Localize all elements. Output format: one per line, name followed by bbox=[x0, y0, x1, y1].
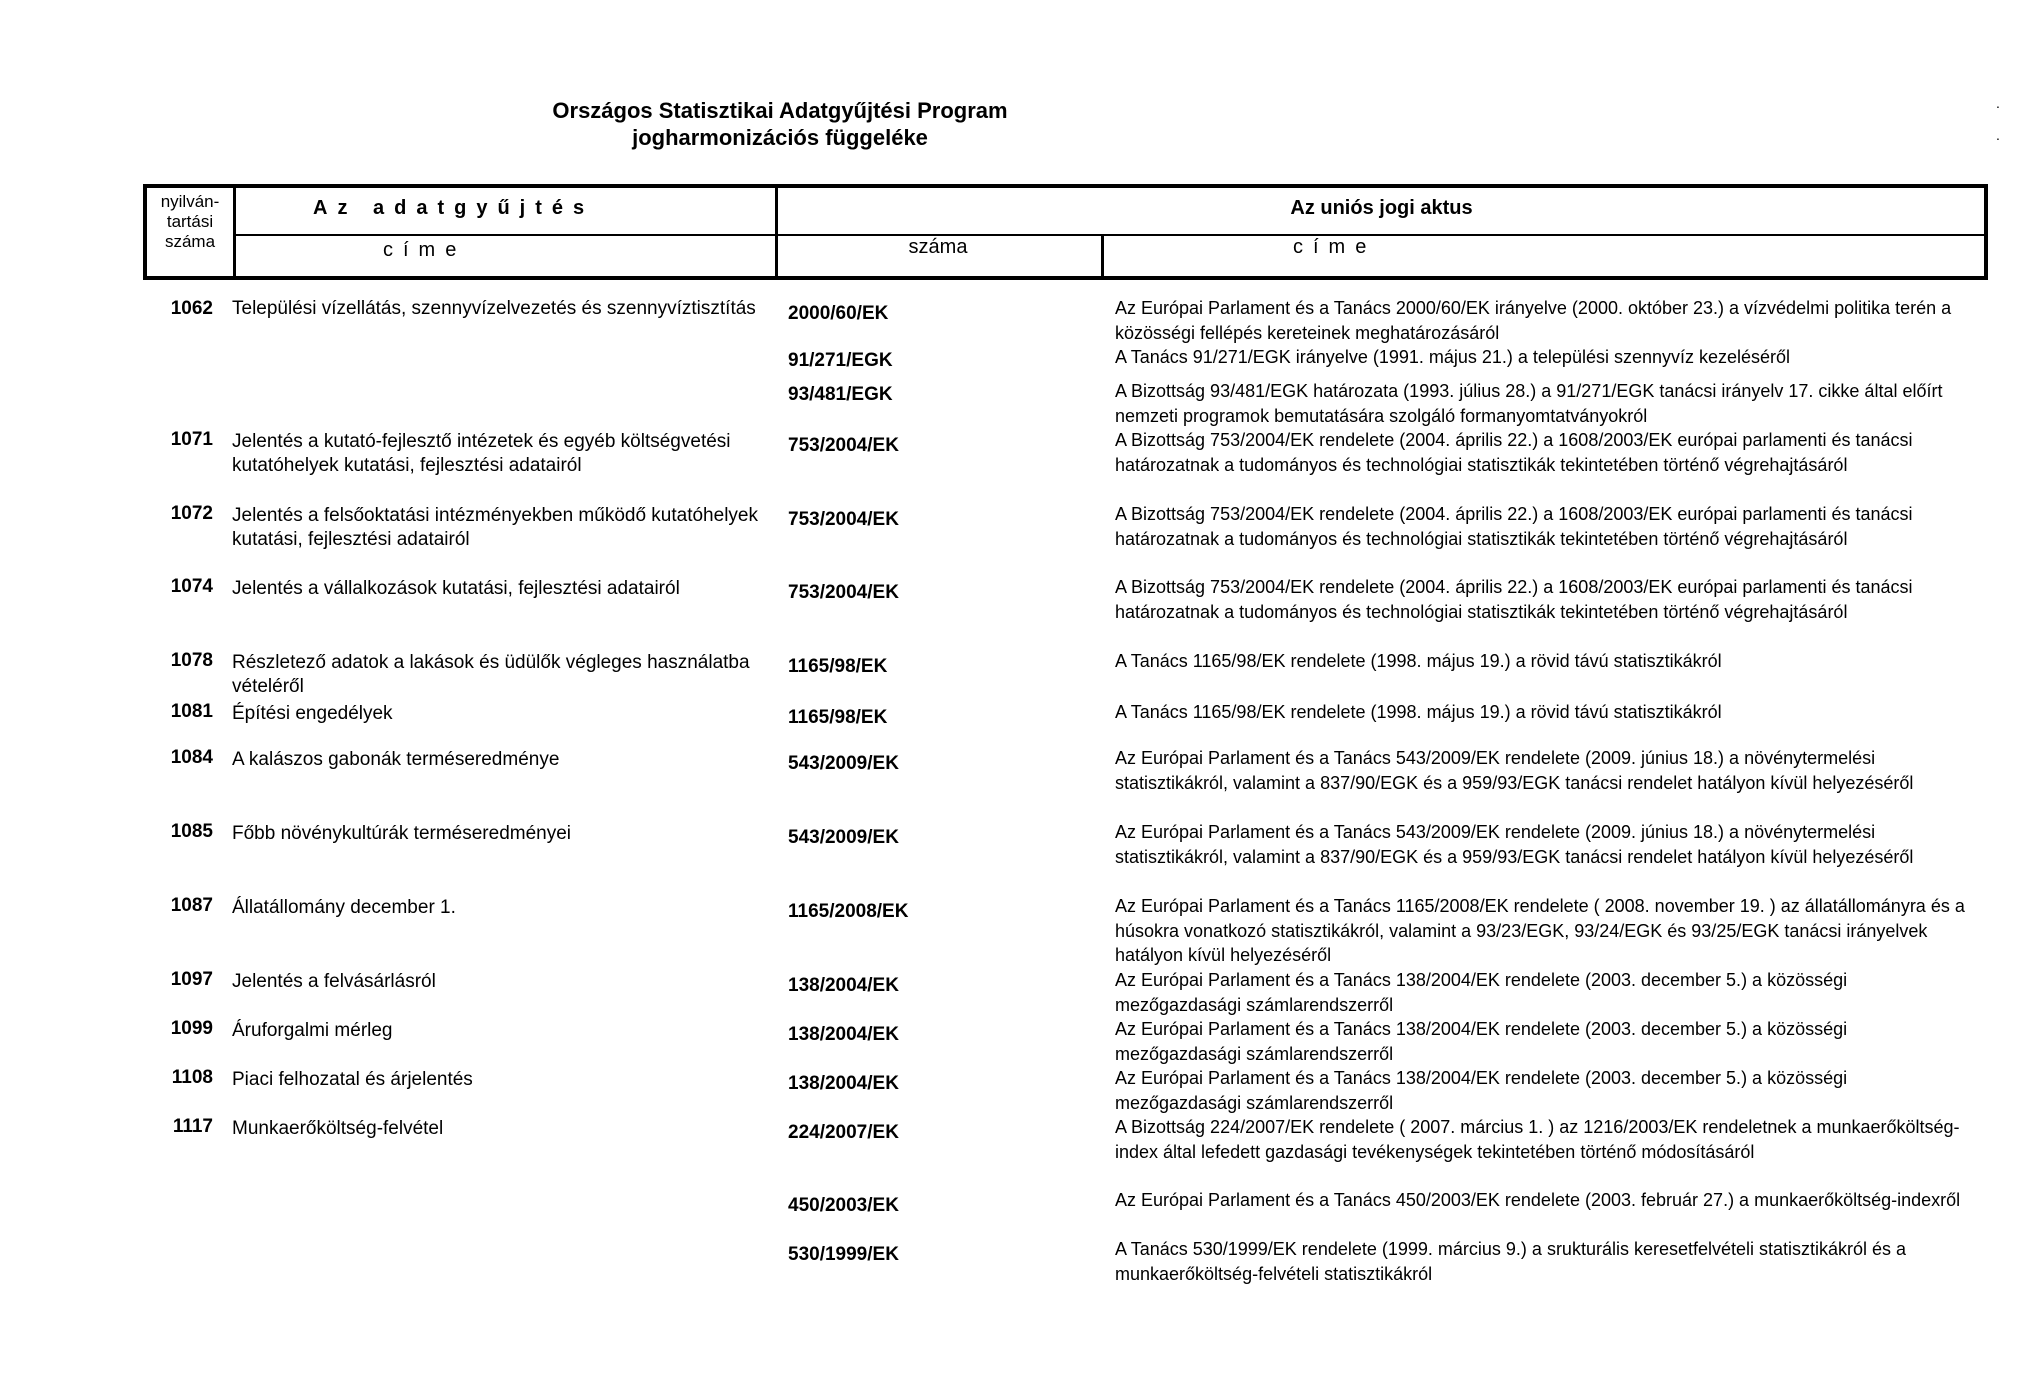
row-number: 1078 bbox=[170, 650, 213, 671]
row-act-description: A Tanács 91/271/EGK irányelve (1991. május 21.) a települési szennyvíz kezeléséről bbox=[1115, 347, 1791, 367]
title-line-1: Országos Statisztikai Adatgyűjtési Program bbox=[552, 98, 1008, 123]
row-number: 1108 bbox=[171, 1067, 213, 1088]
row-act-number: 530/1999/EK bbox=[788, 1244, 899, 1265]
row-act-description: Az Európai Parlament és a Tanács 138/2004/EK rendelete (2003. december 5.) a közösségi mezőgazdasági számlarendszerről bbox=[1115, 970, 1848, 1015]
row-title: Jelentés a felvásárlásról bbox=[232, 971, 436, 992]
row-act-number: 753/2004/EK bbox=[788, 435, 899, 456]
row-title: Munkaerőköltség-felvétel bbox=[232, 1118, 444, 1139]
row-number: 1072 bbox=[170, 503, 213, 524]
row-act-number: 1165/98/EK bbox=[788, 656, 888, 677]
row-act-description: Az Európai Parlament és a Tanács 543/2009/EK rendelete (2009. június 18.) a növénytermelési statisztikákról, valamint a 837/90/EGK és a 959/93/EGK tanácsi rendelet hatályon kívül helyezéséről bbox=[1115, 748, 1914, 793]
row-act-description: Az Európai Parlament és a Tanács 450/2003/EK rendelete (2003. február 27.) a munkaerőköltség-indexről bbox=[1115, 1190, 1961, 1210]
col-unios-cime: címe bbox=[1293, 236, 1377, 258]
row-number: 1087 bbox=[170, 895, 213, 916]
row-act-description: A Bizottság 753/2004/EK rendelete (2004. április 22.) a 1608/2003/EK európai parlamenti és tanácsi határozatnak a tudományos és technológiai statisztikák tekintetében történő végrehajtásáról bbox=[1115, 430, 1913, 475]
row-title: Áruforgalmi mérleg bbox=[232, 1020, 393, 1041]
col-adatgyujtes-cime: címe bbox=[383, 239, 467, 261]
col-nyilvantartasi-szama: nyilván- tartási száma bbox=[160, 192, 220, 251]
row-act-description: A Bizottság 753/2004/EK rendelete (2004. április 22.) a 1608/2003/EK európai parlamenti és tanácsi határozatnak a tudományos és technológiai statisztikák tekintetében történő végrehajtásáról bbox=[1115, 504, 1913, 549]
row-act-number: 753/2004/EK bbox=[788, 582, 899, 603]
row-title: Jelentés a felsőoktatási intézményekben működő kutatóhelyek kutatási, fejlesztési adatairól bbox=[232, 505, 758, 550]
col-adatgyujtes: Az adatgyűjtés bbox=[313, 197, 595, 219]
row-act-description: A Bizottság 753/2004/EK rendelete (2004. április 22.) a 1608/2003/EK európai parlamenti és tanácsi határozatnak a tudományos és technológiai statisztikák tekintetében történő végrehajtásáról bbox=[1115, 577, 1913, 622]
row-act-number: 2000/60/EK bbox=[788, 303, 889, 324]
row-number: 1099 bbox=[170, 1018, 213, 1039]
row-act-description: A Tanács 1165/98/EK rendelete (1998. május 19.) a rövid távú statisztikákról bbox=[1115, 651, 1722, 671]
row-act-description: A Bizottság 93/481/EGK határozata (1993. július 28.) a 91/271/EGK tanácsi irányelv 17. cikke által előírt nemzeti programok bemutatására szolgáló formanyomtatványokról bbox=[1115, 381, 1943, 426]
row-title: Települési vízellátás, szennyvízelvezetés és szennyvíztisztítás bbox=[232, 298, 756, 319]
row-act-description: A Tanács 1165/98/EK rendelete (1998. május 19.) a rövid távú statisztikákról bbox=[1115, 702, 1722, 722]
margin-dot-1: . bbox=[1996, 95, 2000, 111]
row-act-number: 138/2004/EK bbox=[788, 975, 899, 996]
row-act-description: Az Európai Parlament és a Tanács 138/2004/EK rendelete (2003. december 5.) a közösségi mezőgazdasági számlarendszerről bbox=[1115, 1019, 1848, 1064]
row-number: 1097 bbox=[170, 969, 213, 990]
row-act-number: 1165/98/EK bbox=[788, 707, 888, 728]
row-act-number: 543/2009/EK bbox=[788, 753, 899, 774]
row-act-number: 450/2003/EK bbox=[788, 1195, 899, 1216]
row-act-description: Az Európai Parlament és a Tanács 543/2009/EK rendelete (2009. június 18.) a növénytermelési statisztikákról, valamint a 837/90/EGK és a 959/93/EGK tanácsi rendelet hatályon kívül helyezéséről bbox=[1115, 822, 1914, 867]
row-title: A kalászos gabonák terméseredménye bbox=[232, 749, 560, 770]
row-title: Állatállomány december 1. bbox=[232, 897, 456, 918]
row-number: 1074 bbox=[170, 576, 213, 597]
row-act-number: 138/2004/EK bbox=[788, 1024, 899, 1045]
title-line-2: jogharmonizációs függeléke bbox=[632, 125, 928, 150]
row-act-number: 543/2009/EK bbox=[788, 827, 899, 848]
row-title: Jelentés a kutató-fejlesztő intézetek és egyéb költségvetési kutatóhelyek kutatási, fejlesztési adatairól bbox=[232, 431, 731, 476]
row-act-number: 91/271/EGK bbox=[788, 350, 893, 371]
row-title: Részletező adatok a lakások és üdülők végleges használatba vételéről bbox=[232, 652, 750, 697]
row-title: Építési engedélyek bbox=[232, 703, 393, 724]
row-act-description: Az Európai Parlament és a Tanács 1165/2008/EK rendelete ( 2008. november 19. ) az állatállományra és a húsokra vonatkozó statisztikákról, valamint a 93/23/EGK, 93/24/EGK és 93/25/EGK tanácsi irányelvek hatályon kívül helyezéséről bbox=[1115, 896, 1965, 965]
row-number: 1081 bbox=[170, 701, 213, 722]
row-number: 1071 bbox=[170, 429, 213, 450]
col-szama: száma bbox=[908, 236, 968, 258]
row-act-number: 224/2007/EK bbox=[788, 1122, 899, 1143]
row-number: 1117 bbox=[172, 1116, 213, 1137]
row-number: 1084 bbox=[170, 747, 213, 768]
row-number: 1062 bbox=[170, 298, 213, 319]
col-unios-jogi-aktus: Az uniós jogi aktus bbox=[1290, 197, 1473, 219]
row-title: Főbb növénykultúrák terméseredményei bbox=[232, 823, 572, 844]
row-act-number: 753/2004/EK bbox=[788, 509, 899, 530]
margin-dot-2: . bbox=[1996, 127, 2000, 143]
row-act-number: 1165/2008/EK bbox=[788, 901, 909, 922]
row-act-description: Az Európai Parlament és a Tanács 2000/60/EK irányelve (2000. október 23.) a vízvédelmi politika terén a közösségi fellépés kereteinek meghatározásáról bbox=[1115, 298, 1952, 343]
row-title: Piaci felhozatal és árjelentés bbox=[232, 1069, 473, 1090]
row-act-number: 93/481/EGK bbox=[788, 384, 893, 405]
row-number: 1085 bbox=[170, 821, 213, 842]
row-act-number: 138/2004/EK bbox=[788, 1073, 899, 1094]
row-title: Jelentés a vállalkozások kutatási, fejlesztési adatairól bbox=[232, 578, 680, 599]
row-act-description: A Tanács 530/1999/EK rendelete (1999. március 9.) a srukturális keresetfelvételi statisztikákról és a munkaerőköltség-felvételi statisztikákról bbox=[1115, 1239, 1907, 1284]
row-act-description: A Bizottság 224/2007/EK rendelete ( 2007. március 1. ) az 1216/2003/EK rendeletnek a munkaerőköltség-index által lefedett gazdasági tevékenységek tekintetében történő módosításáról bbox=[1115, 1117, 1960, 1162]
row-act-description: Az Európai Parlament és a Tanács 138/2004/EK rendelete (2003. december 5.) a közösségi mezőgazdasági számlarendszerről bbox=[1115, 1068, 1848, 1113]
